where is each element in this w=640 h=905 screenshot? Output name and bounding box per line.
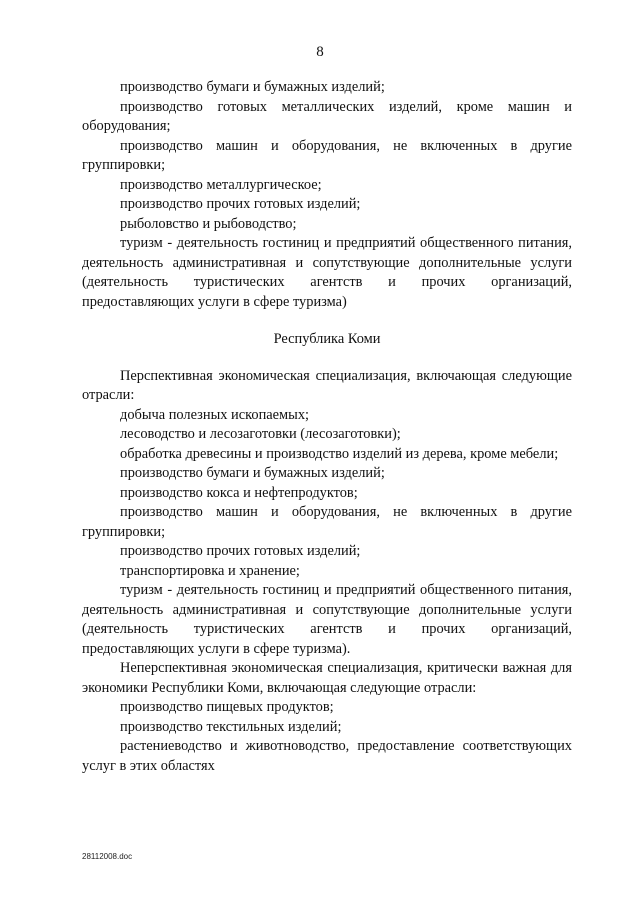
non-prospective-intro: Неперспективная экономическая специализация, критически важная для экономики Республики Коми, включающая следующие отрасли: — [82, 660, 572, 696]
list-item: производство бумаги и бумажных изделий; — [120, 79, 385, 95]
list-item: производство машин и оборудования, не включенных в другие группировки; — [82, 504, 572, 540]
prospective-intro: Перспективная экономическая специализация, включающая следующие отрасли: — [82, 367, 572, 403]
list-item: производство готовых металлических изделий, кроме машин и оборудования; — [82, 98, 572, 134]
list-item: производство машин и оборудования, не включенных в другие группировки; — [82, 137, 572, 173]
page-number: 8 — [316, 44, 324, 60]
list-item: производство текстильных изделий; — [120, 718, 342, 735]
list-item: лесоводство и лесозаготовки (лесозаготовки); — [120, 426, 401, 442]
list-item: добыча полезных ископаемых; — [120, 406, 310, 423]
list-item: производство пищевых продуктов; — [120, 699, 334, 715]
file-name-footer: 28112008.doc — [82, 852, 133, 861]
list-item: рыболовство и рыбоводство; — [120, 215, 297, 232]
list-item: производство прочих готовых изделий; — [120, 196, 361, 212]
list-item: производство бумаги и бумажных изделий; — [120, 465, 385, 481]
industry-list-previous-region — [82, 78, 572, 312]
section-heading-komi: Республика Коми — [273, 331, 381, 347]
list-item: туризм - деятельность гостиниц и предприятий общественного питания, деятельность административная и сопутствующие дополнительные услуги (деятельность туристических агентств и прочих организаций, предоставляющих услуги в сфере туризма) — [82, 235, 572, 310]
list-item: обработка древесины и производство изделий из дерева, кроме мебели; — [120, 445, 559, 462]
list-item: производство кокса и нефтепродуктов; — [120, 484, 358, 501]
document-body — [82, 78, 572, 776]
list-item: производство прочих готовых изделий; — [120, 543, 361, 559]
list-item: транспортировка и хранение; — [120, 562, 300, 579]
list-item: производство металлургическое; — [120, 176, 322, 193]
komi-section — [82, 367, 572, 777]
list-item: туризм - деятельность гостиниц и предприятий общественного питания, деятельность административная и сопутствующие дополнительные услуги (деятельность туристических агентств и прочих организаций, предоставляющих услуги в сфере туризма). — [82, 582, 572, 657]
list-item: растениеводство и животноводство, предоставление соответствующих услуг в этих областях — [82, 738, 572, 774]
